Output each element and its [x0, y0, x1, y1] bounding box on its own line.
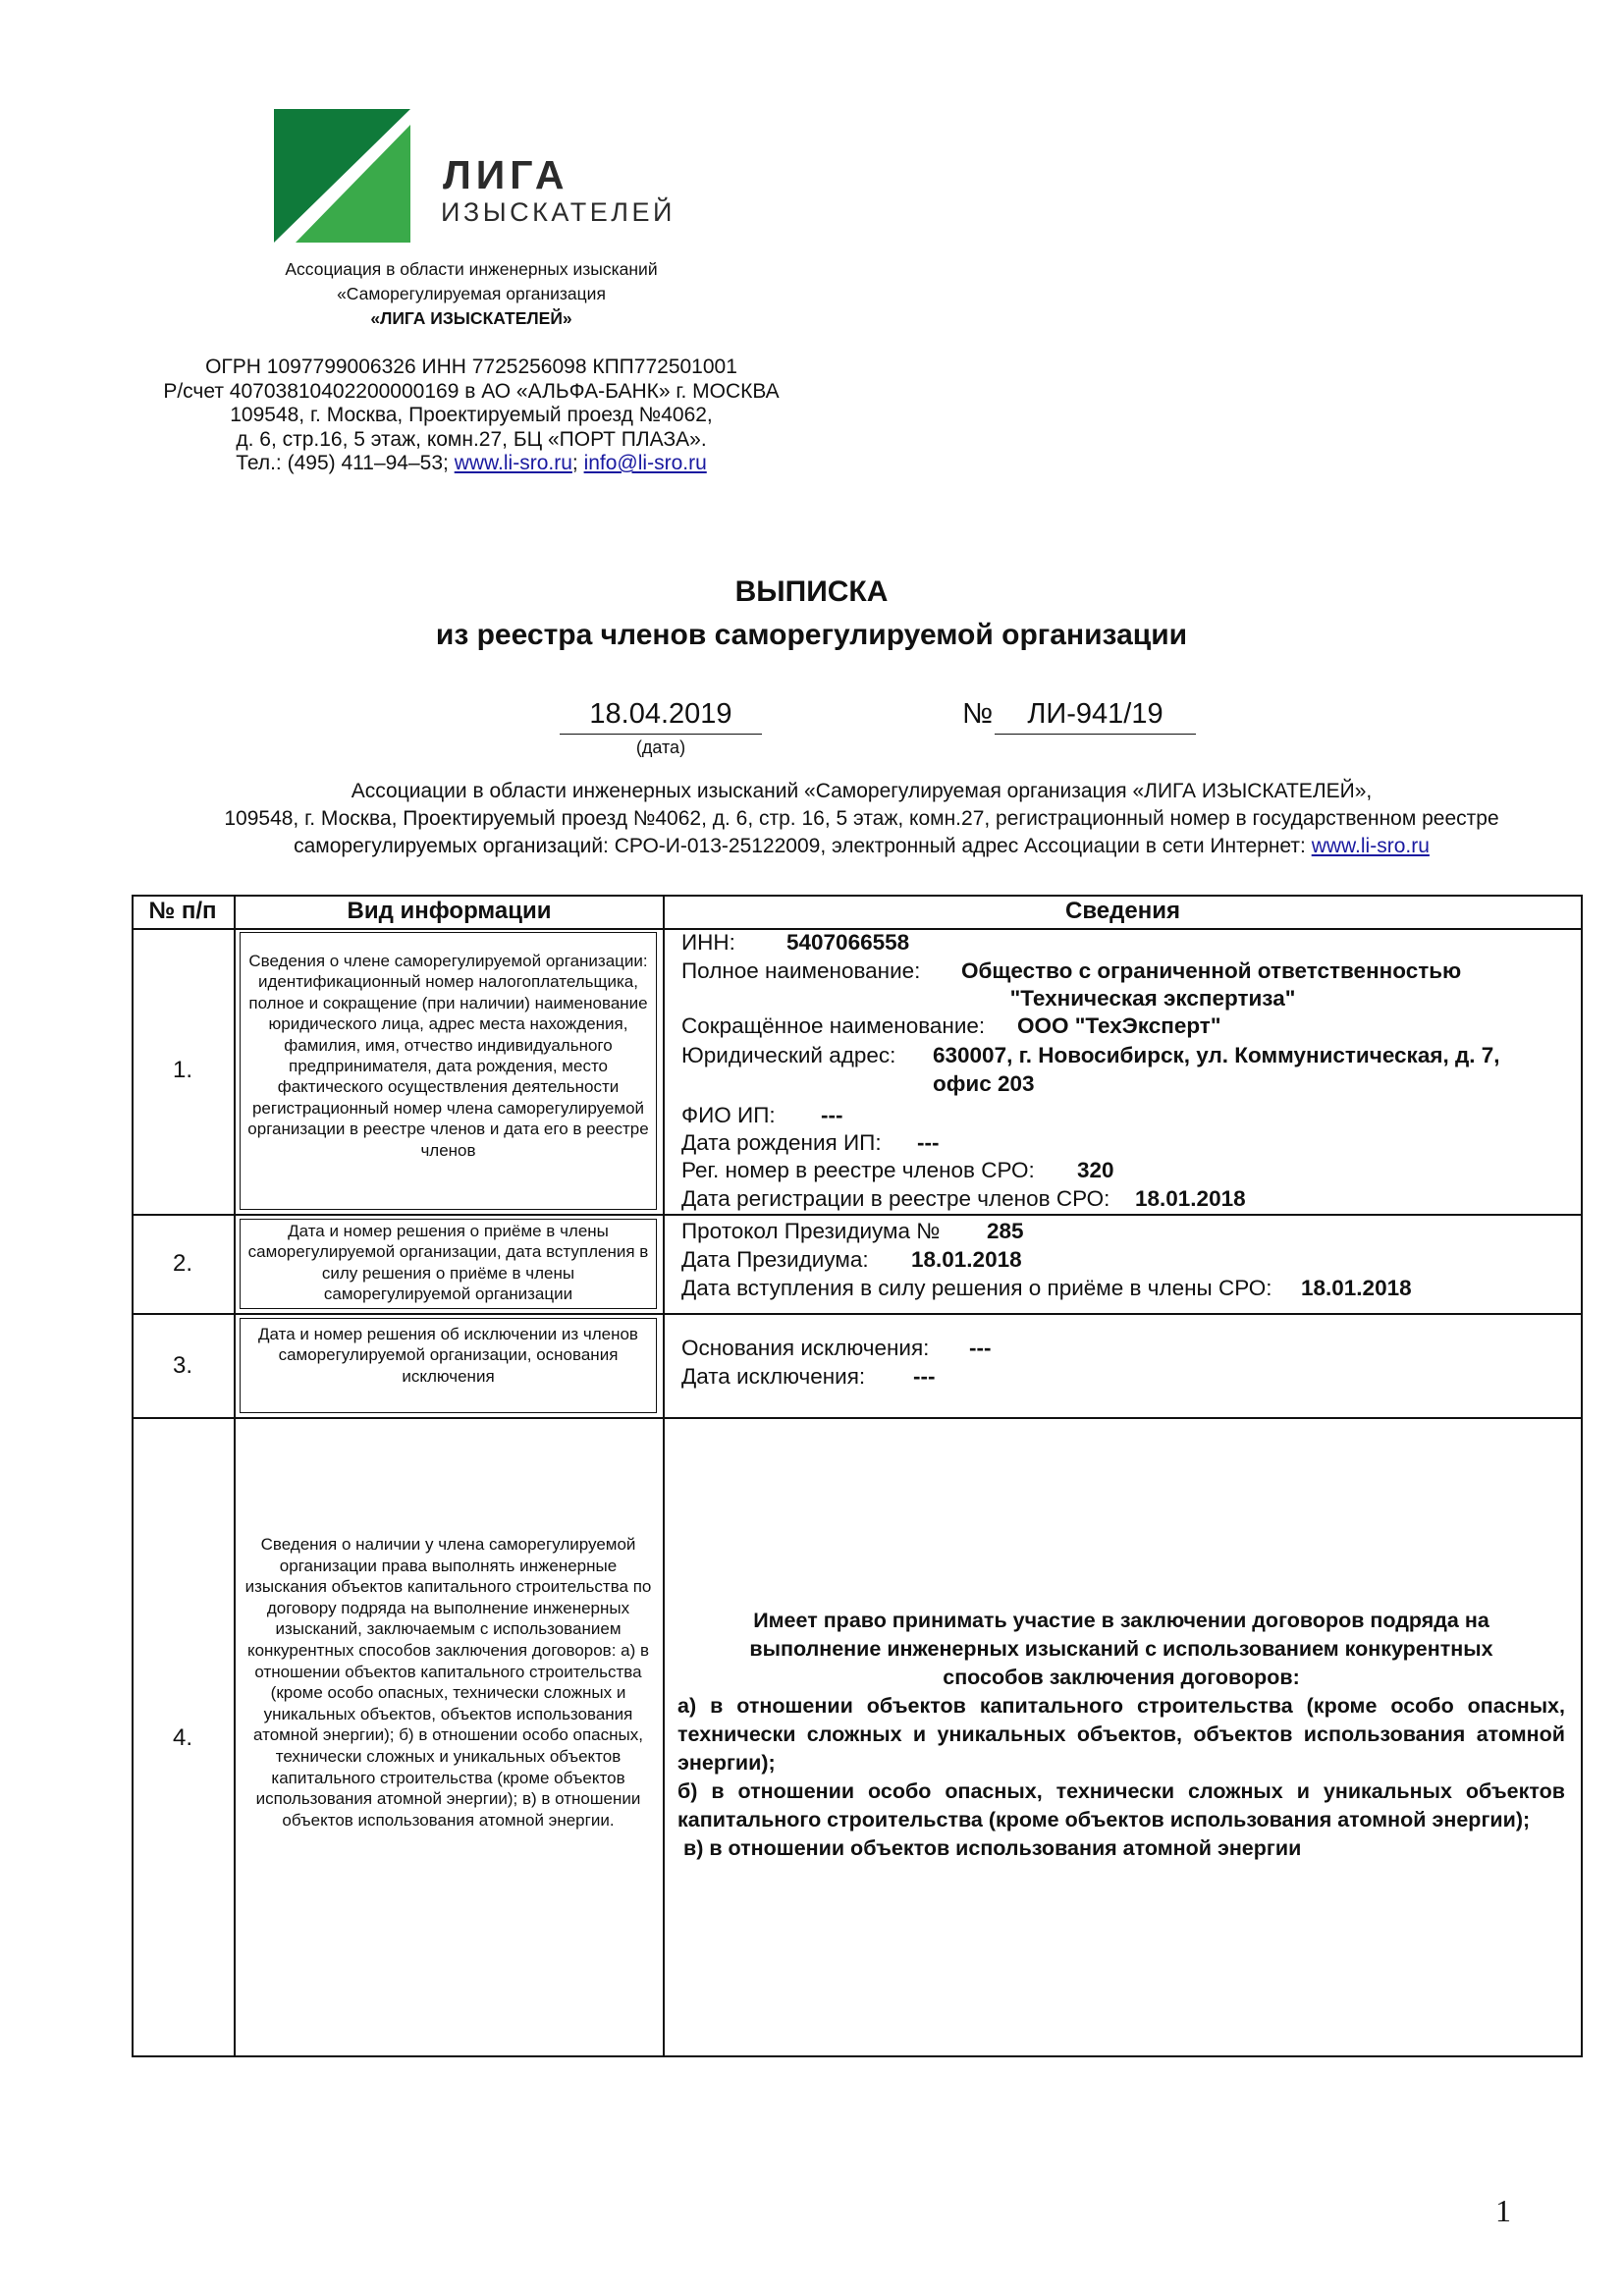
reg-number-value: 320: [1077, 1158, 1114, 1182]
shortname-value: ООО "ТехЭксперт": [1017, 1013, 1221, 1038]
effective-date-label: Дата вступления в силу решения о приёме в члены СРО:: [681, 1276, 1272, 1300]
intro-line: Ассоциации в области инженерных изысканий «Саморегулируемая организация «ЛИГА ИЗЫСКАТЕЛЕЙ»,: [351, 780, 1373, 802]
registry-table: [132, 895, 1583, 2057]
document-subtitle: из реестра членов саморегулируемой организации: [435, 619, 1188, 651]
reg-date-label: Дата регистрации в реестре членов СРО:: [681, 1186, 1110, 1211]
association-caption: [245, 257, 697, 331]
exclusion-date-value: ---: [913, 1364, 936, 1389]
document-date: 18.04.2019: [560, 698, 762, 735]
logo-title: ЛИГА: [443, 152, 569, 197]
document-title: ВЫПИСКА: [734, 575, 889, 608]
requisites-address: 109548, г. Москва, Проектируемый проезд №4062,: [230, 404, 713, 426]
row-description: Сведения о члене саморегулируемой организации: идентификационный номер налогоплательщика, полное и сокращение (при наличии) наименование юридического лица, адрес места нахождения, фамилия, имя, отчество индивидуального предпринимателя, дата рождения, место фактического осуществления деятельности регистрационный номер члена саморегулируемой организации в реестре членов и дата его в реестре членов: [247, 952, 649, 1160]
fio-label: ФИО ИП:: [681, 1103, 776, 1127]
address-label: Юридический адрес:: [681, 1043, 896, 1067]
intro-line: 109548, г. Москва, Проектируемый проезд №4062, д. 6, стр. 16, 5 этаж, комн.27, регистрационный номер в государственном реестре: [224, 807, 1499, 830]
site-link[interactable]: www.li-sro.ru: [454, 452, 572, 474]
requisites-address: д. 6, стр.16, 5 этаж, комн.27, БЦ «ПОРТ ПЛАЗА».: [236, 427, 707, 451]
association-line: «Саморегулируемая организация: [337, 284, 606, 303]
inn-label: ИНН:: [681, 930, 735, 955]
phone-text: Тел.: (495) 411–94–53;: [236, 452, 449, 474]
date-caption: (дата): [635, 738, 686, 757]
address-value: 630007, г. Новосибирск, ул. Коммунистическая, д. 7,: [933, 1043, 1500, 1067]
protocol-value: 285: [987, 1219, 1024, 1243]
header-kind: Вид информации: [347, 898, 552, 924]
logo-mark-icon: [274, 109, 410, 243]
row-number: 2.: [172, 1250, 192, 1277]
fullname-value: "Техническая экспертиза": [1009, 986, 1296, 1011]
exclusion-reason-value: ---: [969, 1336, 992, 1360]
fullname-value: Общество с ограниченной ответственностью: [961, 958, 1462, 983]
header-num: № п/п: [148, 898, 217, 924]
requisites-bank: Р/счет 40703810402200000169 в АО «АЛЬФА-БАНК» г. МОСКВА: [163, 379, 780, 403]
fullname-label: Полное наименование:: [681, 958, 921, 983]
rights-item: б) в отношении особо опасных, технически сложных и уникальных объектов капитального строительства (кроме объектов использования атомной энергии);: [677, 1779, 1565, 1831]
requisites: [59, 355, 884, 476]
row-description: Дата и номер решения об исключении из членов саморегулируемой организации, основания исключения: [258, 1325, 638, 1386]
intro-paragraph: [147, 778, 1576, 860]
effective-date-value: 18.01.2018: [1301, 1276, 1412, 1300]
fio-value: ---: [821, 1103, 843, 1127]
exclusion-reason-label: Основания исключения:: [681, 1336, 930, 1360]
reg-date-value: 18.01.2018: [1135, 1186, 1246, 1211]
row-description: Дата и номер решения о приёме в члены саморегулируемой организации, дата вступления в силу решения о приёме в члены саморегулируемой организации: [247, 1222, 649, 1304]
birth-label: Дата рождения ИП:: [681, 1130, 882, 1155]
row-description: Сведения о наличии у члена саморегулируемой организации права выполнять инженерные изыскания объектов капитального строительства по договору подряда на выполнение инженерных изысканий, заключаемым с использованием конкурентных способов заключения договоров: а) в отношении объектов капитального строительства (кроме особо опасных, технически сложных и уникальных объектов, объектов использования атомной энергии); б) в отношении особо опасных, технически сложных и уникальных объектов капитального строительства (кроме объектов использования атомной энергии); в) в отношении объектов использования атомной энергии.: [244, 1535, 652, 1830]
birth-value: ---: [917, 1130, 940, 1155]
exclusion-date-label: Дата исключения:: [681, 1364, 866, 1389]
row-number: 3.: [172, 1352, 192, 1379]
document-number: ЛИ-941/19: [995, 698, 1196, 735]
requisites-contacts: [59, 452, 884, 476]
email-link[interactable]: info@li-sro.ru: [583, 452, 707, 474]
page-number: 1: [1495, 2193, 1511, 2228]
address-value: офис 203: [933, 1071, 1035, 1096]
row-number: 4.: [172, 1724, 192, 1751]
rights-intro: Имеет право принимать участие в заключении договоров подряда на выполнение инженерных изысканий с использованием конкурентных способов заключения договоров:: [749, 1609, 1493, 1689]
requisites-ids: ОГРН 1097799006326 ИНН 7725256098 КПП772501001: [205, 355, 737, 378]
association-line: Ассоциация в области инженерных изысканий: [285, 259, 658, 279]
reg-number-label: Рег. номер в реестре членов СРО:: [681, 1158, 1035, 1182]
presidium-date-label: Дата Президиума:: [681, 1247, 869, 1272]
rights-item: в) в отношении объектов использования атомной энергии: [683, 1836, 1302, 1860]
inn-value: 5407066558: [786, 930, 910, 955]
header-info: Сведения: [1065, 898, 1180, 924]
logo-subtitle: ИЗЫСКАТЕЛЕЙ: [441, 197, 676, 227]
row-number: 1.: [172, 1057, 192, 1083]
intro-site-link[interactable]: www.li-sro.ru: [1311, 835, 1430, 857]
rights-item: а) в отношении объектов капитального строительства (кроме особо опасных, технически сложных и уникальных объектов, объектов использования атомной энергии);: [677, 1694, 1565, 1775]
presidium-date-value: 18.01.2018: [911, 1247, 1022, 1272]
separator: ;: [571, 452, 578, 474]
intro-line: саморегулируемых организаций: СРО-И-013-25122009, электронный адрес Ассоциации в сети Интернет: www.li-sro.ru: [294, 835, 1430, 857]
association-name: «ЛИГА ИЗЫСКАТЕЛЕЙ»: [370, 308, 572, 328]
number-sign: №: [962, 698, 994, 730]
shortname-label: Сокращённое наименование:: [681, 1013, 986, 1038]
rights-info: [677, 1607, 1565, 1863]
protocol-label: Протокол Президиума №: [681, 1219, 941, 1243]
